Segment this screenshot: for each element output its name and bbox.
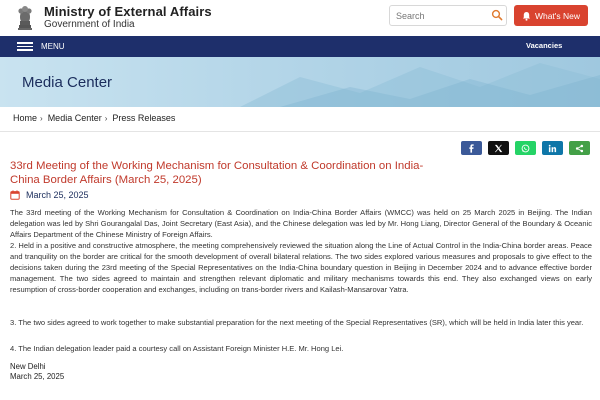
whats-new-button[interactable] — [514, 5, 588, 26]
share-x-button[interactable] — [488, 141, 509, 155]
article-date: March 25, 2025 — [26, 190, 89, 200]
whats-new-label: What's New — [534, 10, 581, 21]
main-navbar — [0, 36, 600, 57]
hamburger-icon — [17, 42, 33, 51]
article-paragraph-3: 3. The two sides agreed to work together to make substantial preparation for the next meeting of the Special Representatives (SR), which will be held in India later this year. — [10, 318, 584, 327]
search-input[interactable] — [396, 9, 484, 23]
divider — [0, 131, 600, 132]
banner-decoration — [240, 57, 600, 107]
site-header — [0, 0, 600, 36]
article-title: 33rd Meeting of the Working Mechanism for Consultation & Coordination on India-China Border Affairs (March 25, 2025) — [10, 160, 424, 186]
article-paragraph-2: 2. Held in a positive and constructive atmosphere, the meeting comprehensively reviewed the situation along the Line of Actual Control in the India-China border areas. Peace and tranquility on the border are critical for the smooth development of overall bilateral relations. The two sides explored various measures and proposals to give effect to the decisions taken during the 23rd meeting of the Special Representatives on the India-China boundary question in Beijing in December 2024 and to advance effective border management. The two sides agreed to maintain and strengthen relevant diplomatic and military mechanisms towards this end. They also exchanged views on early resumption of cross-border cooperation and exchanges, including on trans-border rivers and Kailash-Mansarovar Yatra. — [10, 241, 592, 294]
chevron-right-icon: › — [104, 113, 108, 123]
search-icon[interactable] — [491, 9, 503, 21]
linkedin-icon — [548, 144, 557, 153]
share-whatsapp-button[interactable] — [515, 141, 536, 155]
share-facebook-button[interactable] — [461, 141, 482, 155]
whatsapp-icon — [521, 144, 530, 153]
government-subtitle: Government of India — [44, 19, 135, 30]
signature-place: New Delhi — [10, 362, 46, 371]
signature-date: March 25, 2025 — [10, 372, 65, 381]
breadcrumb-press-releases: Press Releases — [112, 113, 176, 123]
article-date-row — [10, 190, 89, 200]
menu-button[interactable] — [17, 40, 65, 53]
share-icon — [575, 144, 584, 153]
share-generic-button[interactable] — [569, 141, 590, 155]
bell-icon — [522, 11, 531, 21]
page-banner — [0, 57, 600, 107]
vacancies-link[interactable]: Vacancies — [526, 41, 563, 50]
share-linkedin-button[interactable] — [542, 141, 563, 155]
x-icon — [494, 144, 503, 153]
breadcrumb — [13, 113, 175, 123]
facebook-icon — [467, 144, 476, 153]
search-box[interactable] — [389, 5, 507, 26]
ministry-title[interactable]: Ministry of External Affairs — [44, 4, 212, 19]
chevron-right-icon: › — [40, 113, 43, 123]
article-paragraph-1: The 33rd meeting of the Working Mechanism for Consultation & Coordination on India-China Border Affairs (WMCC) was held on 25 March 2025 in Beijing. The Indian delegation was led by Shri Gourangalal Das, Joint Secretary (East Asia), and the Chinese delegation was led by Mr. Hong Liang, Director General of the Boundary & Oceanic Affairs Department of the Chinese Ministry of Foreign Affairs. — [10, 208, 592, 239]
calendar-icon — [10, 190, 20, 200]
national-emblem-icon[interactable] — [15, 3, 35, 33]
breadcrumb-home[interactable]: Home — [13, 113, 38, 123]
page-title: Media Center — [22, 74, 113, 91]
menu-label: MENU — [41, 42, 65, 51]
article-paragraph-4: 4. The Indian delegation leader paid a courtesy call on Assistant Foreign Minister H.E. Mr. Hong Lei. — [10, 344, 344, 353]
breadcrumb-media-center[interactable]: Media Center — [47, 113, 102, 123]
